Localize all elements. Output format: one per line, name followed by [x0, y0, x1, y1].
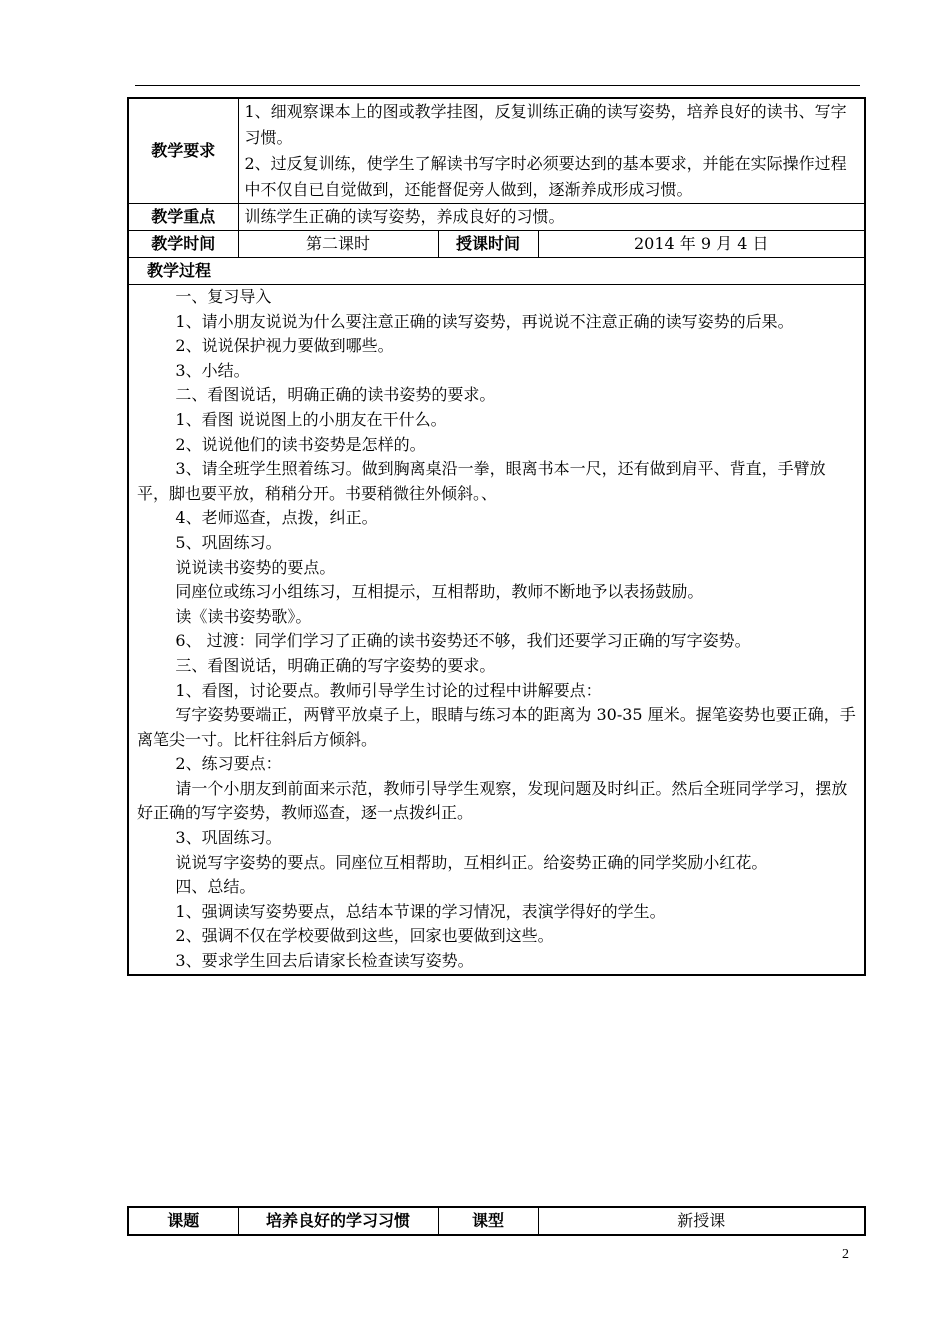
header-rule: [135, 85, 860, 86]
process-label: 教学过程: [128, 258, 865, 285]
requirements-content: [238, 98, 865, 204]
process-line: 二、看图说话，明确正确的读书姿势的要求。: [175, 385, 496, 405]
time-value: 第二课时: [238, 231, 438, 258]
topic-value: 培养良好的学习习惯: [238, 1207, 438, 1235]
requirements-row: [128, 98, 865, 204]
process-line: 3、要求学生回去后请家长检查读写姿势。: [175, 951, 474, 971]
process-line: 3、巩固练习。: [175, 828, 282, 848]
process-line: 4、老师巡查，点拨，纠正。: [175, 508, 378, 528]
requirement-2: 2、过反复训练，使学生了解读书写字时必须要达到的基本要求，并能在实际操作过程中不仅自已自觉做到，还能督促旁人做到，逐渐养成形成习惯。: [244, 154, 847, 199]
process-line: 2、说说他们的读书姿势是怎样的。: [175, 434, 426, 454]
requirement-1: 1、细观察课本上的图或教学挂图，反复训练正确的读写姿势，培养良好的读书、写字习惯。: [244, 102, 847, 147]
process-content: [128, 285, 865, 975]
process-line: 1、请小朋友说说为什么要注意正确的读写姿势，再说说不注意正确的读写姿势的后果。: [175, 311, 794, 331]
focus-row: [128, 204, 865, 231]
process-line: 说说写字姿势的要点。同座位互相帮助，互相纠正。给姿势正确的同学奖励小红花。: [175, 852, 768, 872]
lesson-plan-table: [127, 97, 866, 976]
process-line: 1、看图 说说图上的小朋友在干什么。: [175, 409, 447, 429]
process-label-row: [128, 258, 865, 285]
topic-label: 课题: [128, 1207, 238, 1235]
type-label: 课型: [438, 1207, 538, 1235]
focus-label: 教学重点: [128, 204, 238, 231]
type-value: 新授课: [538, 1207, 865, 1235]
process-line: 请一个小朋友到前面来示范，教师引导学生观察，发现问题及时纠正。然后全班同学学习，摆放好正确的写字姿势，教师巡查，逐一点拨纠正。: [137, 778, 848, 823]
process-line: 6、 过渡：同学们学习了正确的读书姿势还不够，我们还要学习正确的写字姿势。: [175, 631, 751, 651]
process-line: 2、说说保护视力要做到哪些。: [175, 336, 394, 356]
process-line: 说说读书姿势的要点。: [175, 557, 336, 577]
process-line: 1、看图，讨论要点。教师引导学生讨论的过程中讲解要点：: [175, 680, 602, 700]
process-row: [128, 285, 865, 975]
page-number: 2: [842, 1247, 849, 1262]
process-line: 2、练习要点：: [175, 754, 282, 774]
focus-text: 训练学生正确的读写姿势，养成良好的习惯。: [238, 204, 865, 231]
process-line: 3、请全班学生照着练习。做到胸离桌沿一拳，眼离书本一尺，还有做到肩平、背直，手臂放平，脚也要平放，稍稍分开。书要稍微往外倾斜。、: [137, 459, 826, 503]
process-line: 5、巩固练习。: [175, 532, 282, 552]
process-line: 同座位或练习小组练习，互相提示，互相帮助，教师不断地予以表扬鼓励。: [175, 582, 704, 602]
requirements-label: 教学要求: [128, 98, 238, 204]
class-time-label: 授课时间: [438, 231, 538, 258]
time-row: [128, 231, 865, 258]
process-line: 三、看图说话，明确正确的写字姿势的要求。: [175, 655, 496, 675]
process-line: 3、小结。: [175, 360, 250, 380]
time-label: 教学时间: [128, 231, 238, 258]
class-time-value: 2014 年 9 月 4 日: [538, 231, 865, 258]
process-line: 2、强调不仅在学校要做到这些，回家也要做到这些。: [175, 926, 554, 946]
process-line: 1、强调读写姿势要点，总结本节课的学习情况，表演学得好的学生。: [175, 901, 666, 921]
next-lesson-table: [127, 1206, 866, 1236]
process-line: 四、总结。: [175, 877, 256, 897]
process-line: 读《读书姿势歌》。: [175, 606, 312, 626]
process-line: 一、复习导入: [175, 287, 272, 306]
process-line: 写字姿势要端正，两臂平放桌子上，眼睛与练习本的距离为 30-35 厘米。握笔姿势也要正确，手离笔尖一寸。比杆往斜后方倾斜。: [137, 705, 856, 749]
